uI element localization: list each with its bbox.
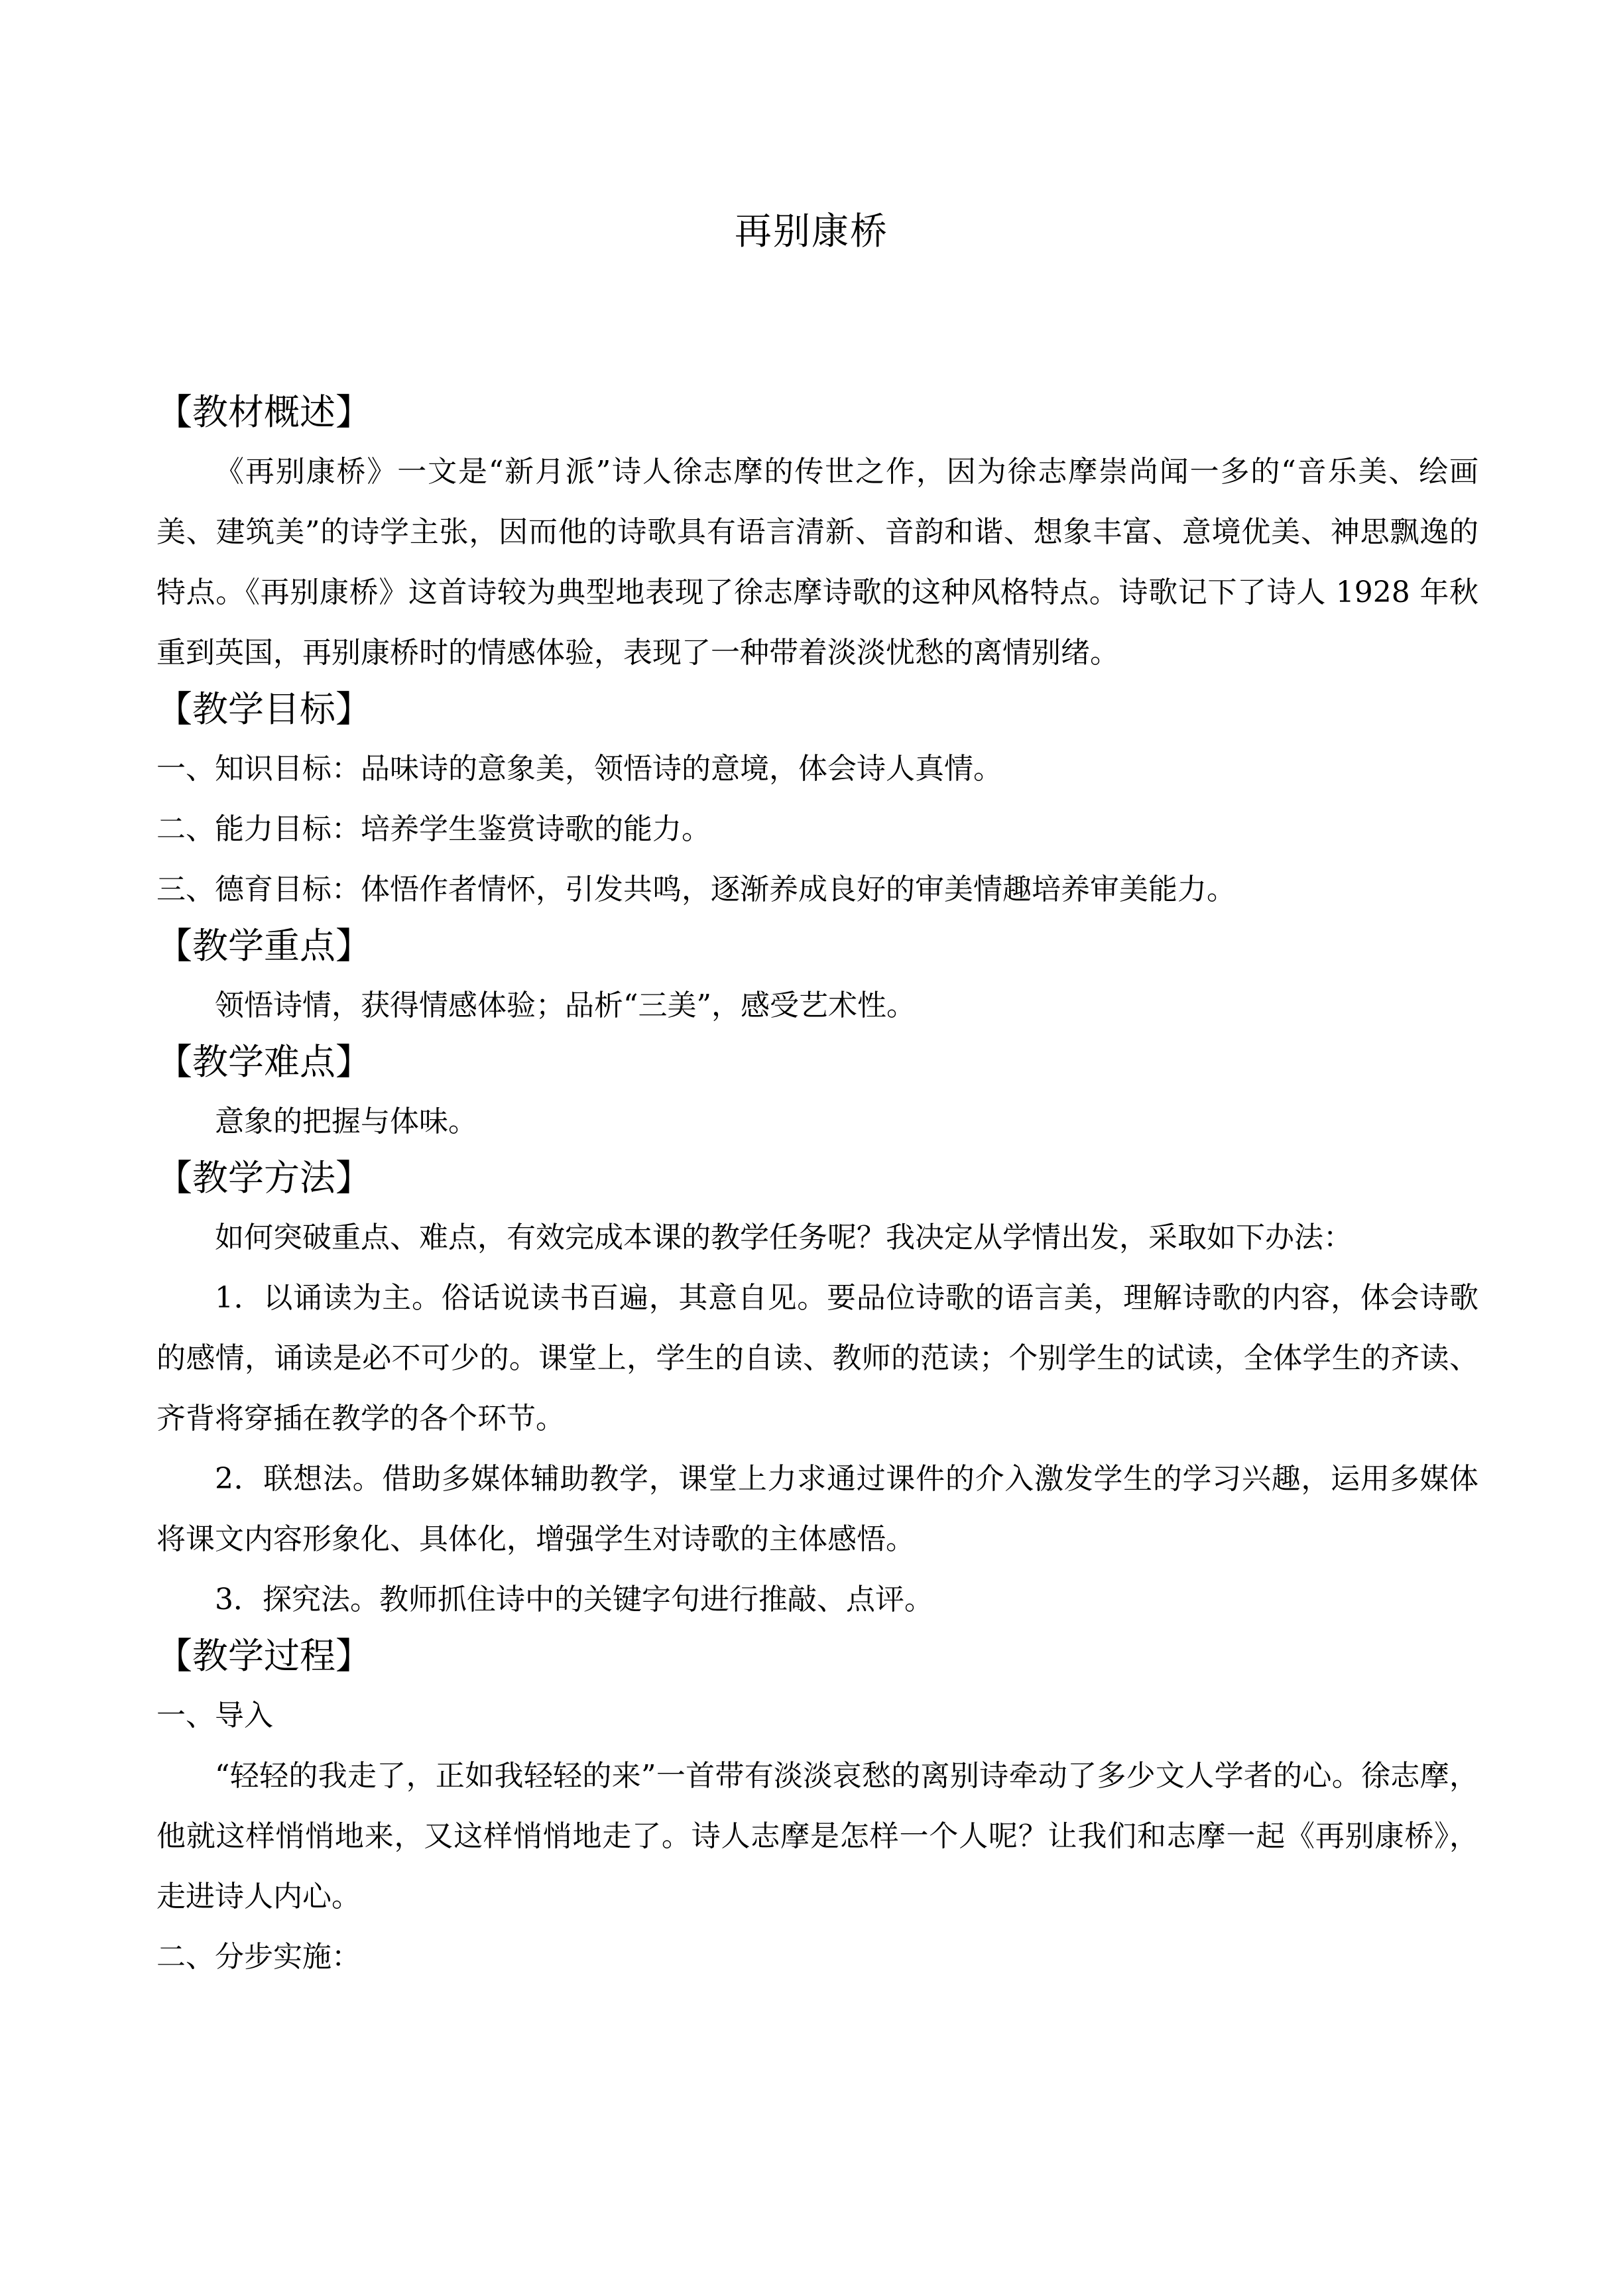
page-title: 再别康桥 xyxy=(735,210,888,253)
method-item-recitation: 1．以诵读为主。俗话说读书百遍，其意自见。要品位诗歌的语言美，理解诗歌的内容，体会诗歌的感情，诵读是必不可少的。课堂上，学生的自读、教师的范读；个别学生的试读，全体学生的齐读、齐背将穿插在教学的各个环节。 xyxy=(156,1281,1478,1435)
document-body xyxy=(156,386,1478,1987)
heading-process: 【教学过程】 xyxy=(156,1635,371,1677)
key-points-paragraph: 领悟诗情，获得情感体验；品析“三美”，感受艺术性。 xyxy=(215,989,916,1022)
process-step1-label: 一、导入 xyxy=(156,1699,273,1732)
method-item-inquiry: 3．探究法。教师抓住诗中的关键字句进行推敲、点评。 xyxy=(215,1583,933,1616)
goal-item-knowledge: 一、知识目标：品味诗的意象美，领悟诗的意境，体会诗人真情。 xyxy=(156,752,1002,786)
method-item-association: 2．联想法。借助多媒体辅助教学，课堂上力求通过课件的介入激发学生的学习兴趣，运用多媒体将课文内容形象化、具体化，增强学生对诗歌的主体感悟。 xyxy=(156,1462,1478,1556)
heading-difficulties: 【教学难点】 xyxy=(156,1041,371,1083)
overview-paragraph: 《再别康桥》一文是“新月派”诗人徐志摩的传世之作，因为徐志摩崇尚闻一多的“音乐美、绘画美、建筑美”的诗学主张，因而他的诗歌具有语言清新、音韵和谐、想象丰富、意境优美、神思飘逸的特点。《再别康桥》这首诗较为典型地表现了徐志摩诗歌的这种风格特点。诗歌记下了诗人 1928 年秋重到英国，再别康桥时的情感体验，表现了一种带着淡淡忧愁的离情别绪。 xyxy=(156,455,1478,670)
heading-overview: 【教材概述】 xyxy=(156,391,371,433)
goal-item-ability: 二、能力目标：培养学生鉴赏诗歌的能力。 xyxy=(156,812,711,846)
heading-goals: 【教学目标】 xyxy=(156,688,371,730)
heading-key-points: 【教学重点】 xyxy=(156,925,371,967)
heading-methods: 【教学方法】 xyxy=(156,1157,371,1199)
difficulties-paragraph: 意象的把握与体味。 xyxy=(215,1105,477,1138)
goal-item-moral: 三、德育目标：体悟作者情怀，引发共鸣，逐渐养成良好的审美情趣培养审美能力。 xyxy=(156,873,1236,906)
methods-intro: 如何突破重点、难点，有效完成本课的教学任务呢？我决定从学情出发，采取如下办法： xyxy=(215,1221,1352,1254)
process-step2-label: 二、分步实施： xyxy=(156,1940,361,1974)
process-step1-paragraph: “轻轻的我走了，正如我轻轻的来”一首带有淡淡哀愁的离别诗牵动了多少文人学者的心。徐志摩，他就这样悄悄地来，又这样悄悄地走了。诗人志摩是怎样一个人呢？让我们和志摩一起《再别康桥》，走进诗人内心。 xyxy=(156,1759,1479,1913)
